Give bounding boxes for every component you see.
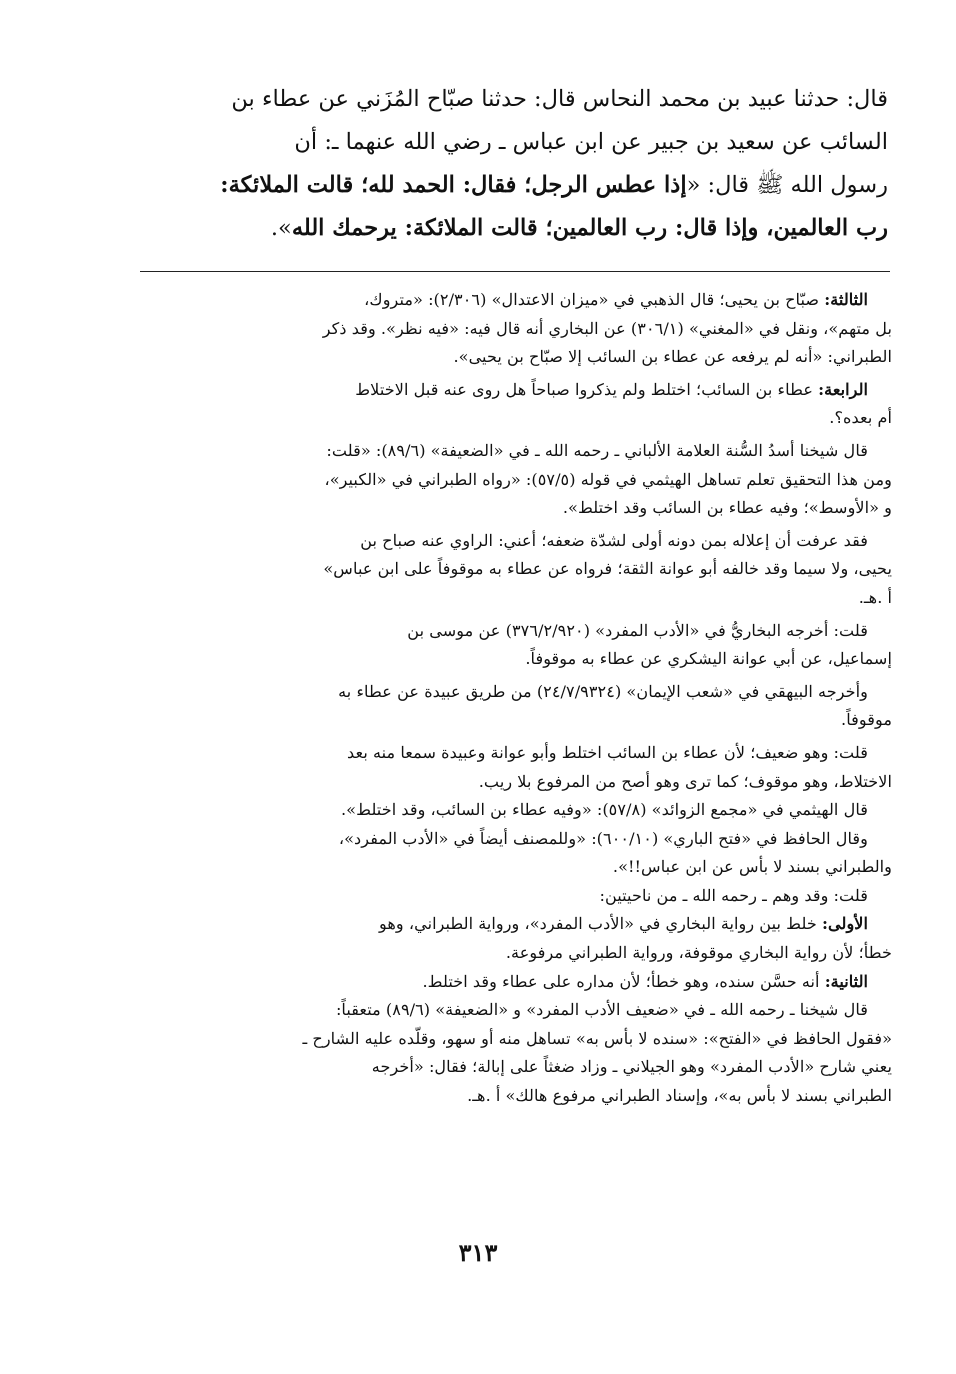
note-text: أ .هـ. <box>858 587 892 607</box>
note-line <box>140 739 892 768</box>
main-text <box>140 78 888 250</box>
note-text: فقد عرفت أن إعلاله بمن دونه أولى لشدّة ضعفه؛ أعني: الراوي عنه صباح بن <box>360 530 868 550</box>
note-line <box>140 678 892 707</box>
main-line <box>140 78 888 121</box>
note-line <box>140 404 892 433</box>
note-line <box>140 343 892 372</box>
main-line <box>140 121 888 164</box>
note-text: و «الأوسط»؛ وفيه عطاء بن السائب وقد اختلط». <box>562 498 892 518</box>
note-text: قلت: وهو ضعيف؛ لأن عطاء بن السائب اختلط وأبو عوانة وعبيدة سمعا منه بعد <box>347 742 868 762</box>
note-line <box>140 853 892 882</box>
note-line <box>140 617 892 646</box>
note-line <box>140 1053 892 1082</box>
note-line <box>140 968 892 997</box>
hadith-intro: رسول الله ﷺ قال: « <box>686 172 888 198</box>
note-label: الرابعة: <box>818 379 868 399</box>
note-line <box>140 466 892 495</box>
note-line <box>140 286 892 315</box>
note-text: خلط بين رواية البخاري في «الأدب المفرد»، ورواية الطبراني، وهو <box>378 914 817 934</box>
note-line <box>140 796 892 825</box>
main-line <box>140 207 888 250</box>
note-line <box>140 882 892 911</box>
note-text: الطبراني: «أنه لم يرفعه عن عطاء بن السائب إلا صبّاح بن يحيى». <box>453 347 892 367</box>
note-text: بل متهم»، ونقل في «المغني» (٣٠٦/١) عن البخاري أنه قال فيه: «فيه نظر». وقد ذكر <box>322 318 892 338</box>
note-line <box>140 494 892 523</box>
note-text: أم بعده؟. <box>829 408 892 428</box>
note-line <box>140 910 892 939</box>
note-text: إسماعيل، عن أبي عوانة اليشكري عن عطاء به موقوفاً. <box>525 649 892 669</box>
hadith-text-bold: رب العالمين، وإذا قال: رب العالمين؛ قالت الملائكة: يرحمك الله <box>291 215 888 241</box>
note-line <box>140 555 892 584</box>
note-text: يعني شارح «الأدب المفرد» وهو الجيلاني ـ وزاد ضغثاً على إبالة؛ فقال: «أخرجه <box>371 1057 892 1077</box>
note-label: الثالثة: <box>824 290 868 309</box>
note-text: قال شيخنا أسدُ السُّنة العلامة الألباني ـ رحمه الله ـ في «الضعيفة» (٨٩/٦): «قلت: <box>326 440 868 460</box>
note-text: الاختلاط، وهو موقوف؛ كما ترى وهو أصح من المرفوع بلا ريب. <box>478 771 892 791</box>
note-line <box>140 996 892 1025</box>
note-text: عطاء بن السائب؛ اختلط ولم يذكروا صباحاً هل روى عنه قبل الاختلاط <box>355 379 814 399</box>
note-line <box>140 645 892 674</box>
note-line <box>140 527 892 556</box>
note-line <box>140 437 892 466</box>
note-text: قلت: أخرجه البخاريُّ في «الأدب المفرد» (٣٧٦/٢/٩٢٠) عن موسى بن <box>407 620 868 640</box>
note-text: وقال الحافظ في «فتح الباري» (٦٠٠/١٠): «وللمصنف أيضاً في «الأدب المفرد»، <box>338 828 868 848</box>
note-text: خطأ؛ لأن رواية البخاري موقوفة، ورواية الطبراني مرفوعة. <box>505 943 892 963</box>
hadith-closing-quote: ». <box>270 215 292 241</box>
main-line-text: السائب عن سعيد بن جبير عن ابن عباس ـ رضي الله عنهما ـ: أن <box>294 129 888 155</box>
note-text: قال شيخنا ـ رحمه الله ـ في «ضعيف الأدب المفرد» و «الضعيفة» (٨٩/٦) متعقباً: <box>335 1000 868 1020</box>
note-text: وأخرجه البيهقي في «شعب الإيمان» (٢٤/٧/٩٣٢٤) من طريق عبيدة عن عطاء به <box>338 681 868 701</box>
note-text: قلت: وقد وهم ـ رحمه الله ـ من ناحيتين: <box>599 885 868 905</box>
note-text: يحيى، ولا سيما وقد خالفه أبو عوانة الثقة؛ فرواه عن عطاء به موقوفاً على ابن عباس» <box>323 559 892 579</box>
note-text: الطبراني بسند لا بأس به»، وإسناد الطبراني مرفوع هالك» أ .هـ. <box>467 1086 892 1106</box>
hadith-text-bold: إذا عطس الرجل؛ فقال: الحمد لله؛ قالت الملائكة: <box>220 172 687 198</box>
note-line <box>140 376 892 405</box>
note-text: «فقول الحافظ في «الفتح»: «سنده لا بأس به» تساهل منه أو سهو، وقلّده عليه الشارح ـ <box>302 1028 892 1048</box>
note-text: قال الهيثمي في «مجمع الزوائد» (٥٧/٨): «وفيه عطاء بن السائب، وقد اختلط». <box>341 800 868 820</box>
note-line <box>140 1025 892 1054</box>
note-line <box>140 584 892 613</box>
note-label: الأولى: <box>822 914 868 934</box>
footnote-separator <box>140 271 890 272</box>
note-line <box>140 825 892 854</box>
note-text: صبّاح بن يحيى؛ قال الذهبي في «ميزان الاعتدال» (٢/٣٠٦): «متروك، <box>364 290 820 309</box>
note-line <box>140 939 892 968</box>
note-line <box>140 706 892 735</box>
footnotes <box>140 286 892 1111</box>
note-text: أنه حسَّن سنده، وهو خطأ؛ لأن مداره على عطاء وقد اختلط. <box>422 971 820 991</box>
note-label: الثانية: <box>824 971 868 991</box>
note-line <box>140 768 892 797</box>
page-number: ٣١٣ <box>458 1238 498 1267</box>
main-line <box>140 164 888 207</box>
note-line <box>140 1082 892 1111</box>
note-text: ومن هذا التحقيق تعلم تساهل الهيثمي في قوله (٥٧/٥): «رواه الطبراني في «الكبير»، <box>324 469 892 489</box>
note-line <box>140 315 892 344</box>
note-text: والطبراني بسند لا بأس عن ابن عباس!!». <box>612 857 892 877</box>
main-line-text: قال: حدثنا عبيد بن محمد النحاس قال: حدثنا صبّاح المُزَني عن عطاء بن <box>231 86 888 112</box>
note-text: موقوفاً. <box>841 710 892 730</box>
